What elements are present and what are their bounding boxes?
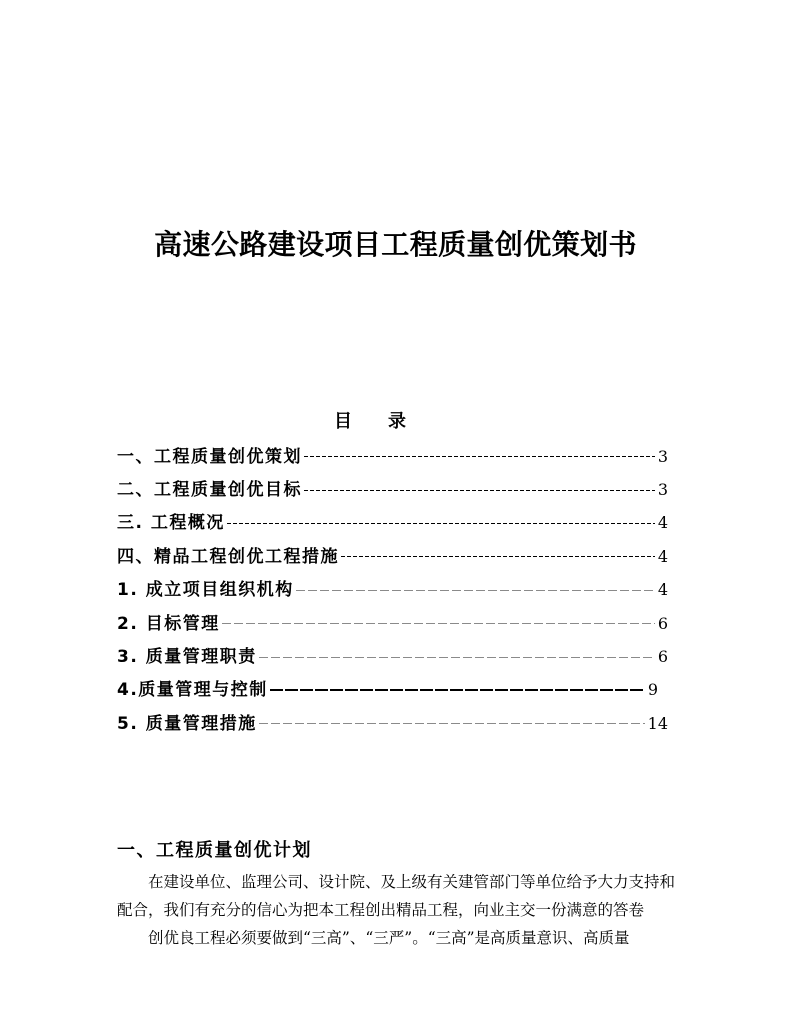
toc-entry-label: 三. 工程概况 — [117, 513, 225, 534]
toc-entry-label: 2. 目标管理 — [117, 613, 220, 634]
toc-leader — [270, 689, 645, 691]
toc-leader — [296, 590, 655, 591]
toc-entry-page: 3 — [657, 480, 668, 500]
toc-entry-page: 4 — [657, 513, 668, 533]
toc-leader — [259, 723, 645, 724]
toc-entry-label: 5. 质量管理措施 — [117, 713, 257, 734]
section-body — [117, 868, 677, 952]
toc-leader — [341, 556, 655, 557]
toc-entry-label: 一、工程质量创优策划 — [117, 446, 302, 467]
toc-entry-label: 4.质量管理与控制 — [117, 680, 268, 701]
toc-entry-page: 14 — [647, 713, 668, 733]
paragraph-line: 创优良工程必须要做到“三高”、“三严”。“三高”是高质量意识、高质量 — [148, 929, 630, 947]
toc-entry-label: 3. 质量管理职责 — [117, 647, 257, 668]
paragraph-line: 在建设单位、监理公司、设计院、及上级有关建管部门等单位给予大力支持和 — [148, 873, 676, 891]
toc-entry-label: 四、精品工程创优工程措施 — [117, 546, 339, 567]
toc-entry-label: 二、工程质量创优目标 — [117, 480, 302, 501]
toc-entry-page: 4 — [657, 546, 668, 566]
toc-entry — [117, 674, 658, 707]
table-of-contents — [117, 440, 668, 741]
toc-entry — [117, 640, 668, 673]
paragraph-line: 配合，我们有充分的信心为把本工程创出精品工程，向业主交一份满意的答卷 — [117, 901, 645, 919]
toc-entry — [117, 440, 668, 473]
toc-entry-page: 6 — [657, 647, 668, 667]
toc-leader — [222, 623, 655, 624]
toc-entry-page: 9 — [647, 680, 658, 700]
toc-heading: 目 录 — [334, 411, 406, 432]
toc-entry — [117, 473, 668, 506]
toc-entry-page: 6 — [657, 613, 668, 633]
toc-leader — [259, 657, 655, 658]
toc-entry — [117, 540, 668, 573]
toc-leader — [304, 456, 655, 457]
section-heading: 一、工程质量创优计划 — [117, 840, 312, 861]
toc-leader — [227, 523, 655, 524]
toc-entry — [117, 507, 668, 540]
toc-leader — [304, 490, 655, 491]
toc-entry-page: 3 — [657, 446, 668, 466]
toc-entry-label: 1. 成立项目组织机构 — [117, 580, 294, 601]
toc-entry — [117, 707, 668, 740]
document-title: 高速公路建设项目工程质量创优策划书 — [154, 228, 637, 261]
toc-entry-page: 4 — [657, 580, 668, 600]
toc-entry — [117, 607, 668, 640]
toc-entry — [117, 574, 668, 607]
